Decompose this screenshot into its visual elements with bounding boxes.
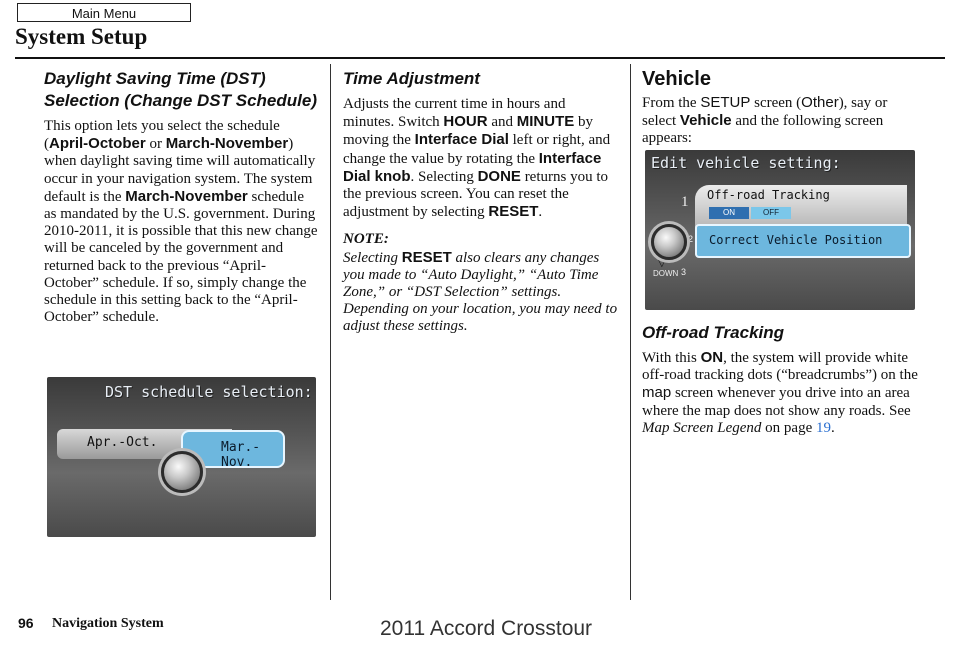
- column-divider: [330, 64, 331, 600]
- title-divider: [15, 57, 945, 59]
- correct-vehicle-position-item: Correct Vehicle Position: [695, 224, 911, 258]
- april-october-option: April-October: [49, 135, 146, 153]
- vehicle-paragraph: From the SETUP screen (Other), say or select Vehicle and the following screen appears:: [642, 94, 888, 147]
- dst-heading: Daylight Saving Time (DST) Selection (Change DST Schedule): [44, 69, 317, 110]
- footer-label: Navigation System: [52, 616, 164, 631]
- vehicle-screen-image: Edit vehicle setting: Off-road Tracking ON OFF Correct Vehicle Position 1 2 3 ▽ DOWN: [645, 150, 915, 310]
- column-time: [343, 68, 619, 346]
- column-offroad: [642, 322, 922, 447]
- time-paragraph: Adjusts the current time in hours and minutes. Switch HOUR and MINUTE by moving the Interface Dial left or right, and change the value by rotating the Interface Dial knob. Selecting DONE returns you to the previous screen. You can reset the adjustment by selecting RESET.: [343, 96, 611, 221]
- watermark: 2011 Accord Crosstour: [380, 617, 593, 640]
- page-title: System Setup: [15, 24, 148, 49]
- column-dst: [44, 68, 320, 336]
- on-toggle: ON: [709, 207, 749, 219]
- vehicle-heading: Vehicle: [642, 68, 711, 90]
- down-arrow-icon: ▽: [658, 258, 666, 269]
- off-road-tracking-item: Off-road Tracking ON OFF: [695, 185, 907, 233]
- column-divider-2: [630, 64, 631, 600]
- page-number: 96: [18, 615, 34, 631]
- interface-dial-icon: [161, 451, 203, 493]
- dst-screen-image: [47, 377, 316, 537]
- dst-screen-title: DST schedule selection:: [105, 383, 313, 401]
- dst-paragraph: This option lets you select the schedule (April-October or March-November) when daylight saving time will automatically occur in your navigation system. The system default is the March-November schedule as mandated by the U.S. government. During 2010-2011, it is possible that this new change will be canceled by the government and returned back to the previous “April-October” schedule. If so, simply change the schedule in this setting back to the “April-October” schedule.: [44, 118, 318, 326]
- interface-dial-icon: [651, 224, 687, 260]
- column-vehicle: [642, 68, 922, 158]
- apr-oct-option: Apr.-Oct.: [57, 429, 232, 459]
- off-toggle: OFF: [751, 207, 791, 219]
- off-road-heading: Off-road Tracking: [642, 323, 785, 342]
- note-label: NOTE:: [343, 231, 389, 248]
- mar-nov-option: Mar.-Nov.: [181, 430, 285, 468]
- time-heading: Time Adjustment: [343, 69, 480, 88]
- off-road-paragraph: With this ON, the system will provide white off-road tracking dots (“breadcrumbs”) on the map screen whenever you drive into an area where the map does not show any roads. See Map Screen Legend on page 19.: [642, 349, 918, 436]
- note-paragraph: Selecting RESET also clears any changes you made to “Auto Daylight,” “Auto Time Zone,” or “DST Selection” settings. Depending on your location, you may need to adjust these settings.: [343, 248, 618, 335]
- main-menu-button[interactable]: Main Menu: [17, 3, 191, 22]
- vehicle-screen-title: Edit vehicle setting:: [651, 154, 841, 172]
- march-november-option: March-November: [165, 135, 289, 153]
- page-19-link[interactable]: 19: [816, 419, 831, 436]
